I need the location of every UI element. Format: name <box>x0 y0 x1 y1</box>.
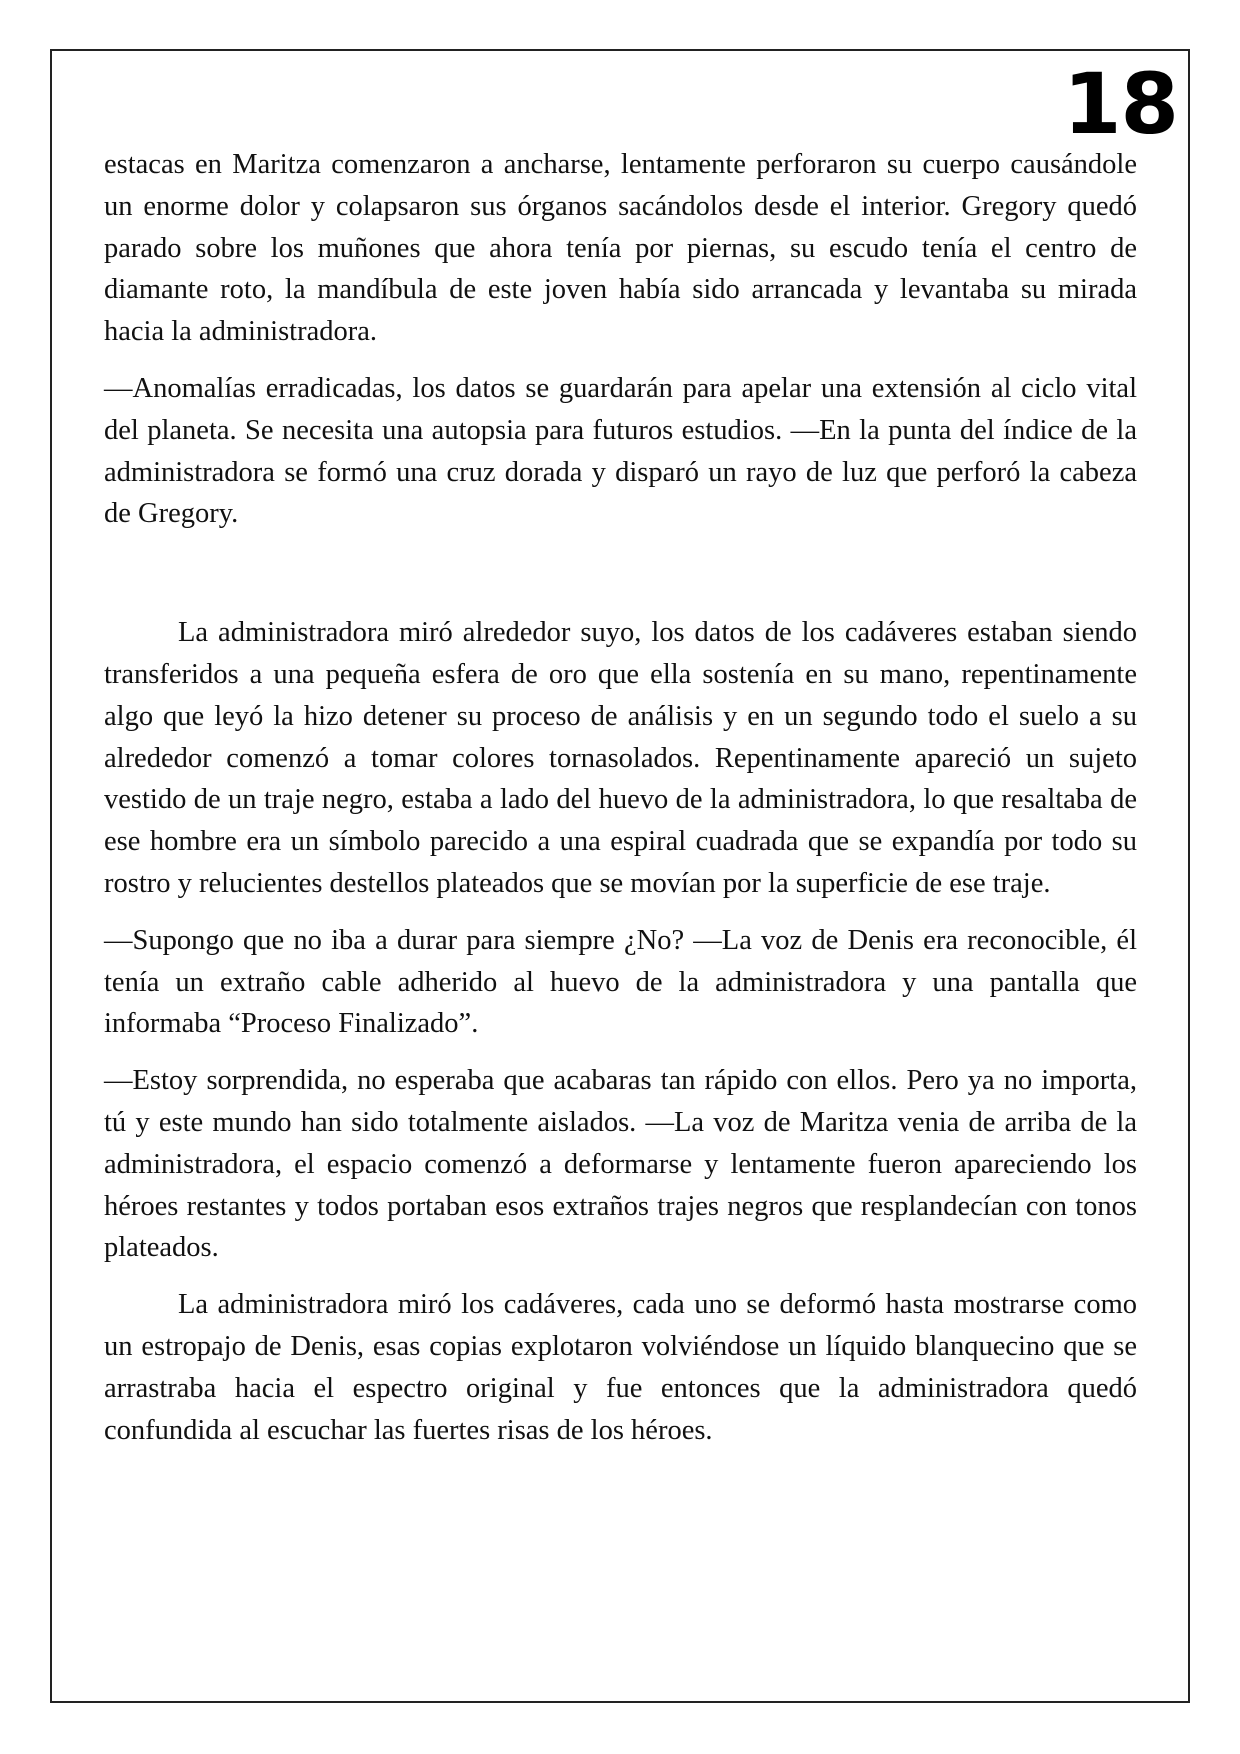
paragraph-5: —Estoy sorprendida, no esperaba que acabaras tan rápido con ellos. Pero ya no importa, tú y este mundo han sido totalmente aislados. —La voz de Maritza venia de arriba de la administradora, el espacio comenzó a deformarse y lentamente fueron apareciendo los héroes restantes y todos portaban esos extraños trajes negros que resplandecían con tonos plateados. <box>104 1065 1137 1264</box>
paragraph-3: La administradora miró alrededor suyo, los datos de los cadáveres estaban siendo transferidos a una pequeña esfera de oro que ella sostenía en su mano, repentinamente algo que leyó la hizo detener su proceso de análisis y en un segundo todo el suelo a su alrededor comenzó a tomar colores tornasolados. Repentinamente apareció un sujeto vestido de un traje negro, estaba a lado del huevo de la administradora, lo que resaltaba de ese hombre era un símbolo parecido a una espiral cuadrada que se expandía por todo su rostro y relucientes destellos plateados que se movían por la superficie de ese traje. <box>104 617 1137 899</box>
page-number: 18 <box>1063 55 1178 153</box>
paragraph-2: —Anomalías erradicadas, los datos se guardarán para apelar una extensión al ciclo vital del planeta. Se necesita una autopsia para futuros estudios. —En la punta del índice de la administradora se formó una cruz dorada y disparó un rayo de luz que perforó la cabeza de Gregory. <box>104 372 1137 530</box>
body-text <box>104 144 1137 1466</box>
paragraph-1: estacas en Maritza comenzaron a ancharse, lentamente perforaron su cuerpo causándole un enorme dolor y colapsaron sus órganos sacándolos desde el interior. Gregory quedó parado sobre los muñones que ahora tenía por piernas, su escudo tenía el centro de diamante roto, la mandíbula de este joven había sido arrancada y levantaba su mirada hacia la administradora. <box>104 149 1137 348</box>
paragraph-6: La administradora miró los cadáveres, cada uno se deformó hasta mostrarse como un estropajo de Denis, esas copias explotaron volviéndose un líquido blanquecino que se arrastraba hacia el espectro original y fue entonces que la administradora quedó confundida al escuchar las fuertes risas de los héroes. <box>104 1289 1137 1446</box>
paragraph-4: —Supongo que no iba a durar para siempre ¿No? —La voz de Denis era reconocible, él tenía un extraño cable adherido al huevo de la administradora y una pantalla que informaba “Proceso Finalizado”. <box>104 924 1137 1040</box>
